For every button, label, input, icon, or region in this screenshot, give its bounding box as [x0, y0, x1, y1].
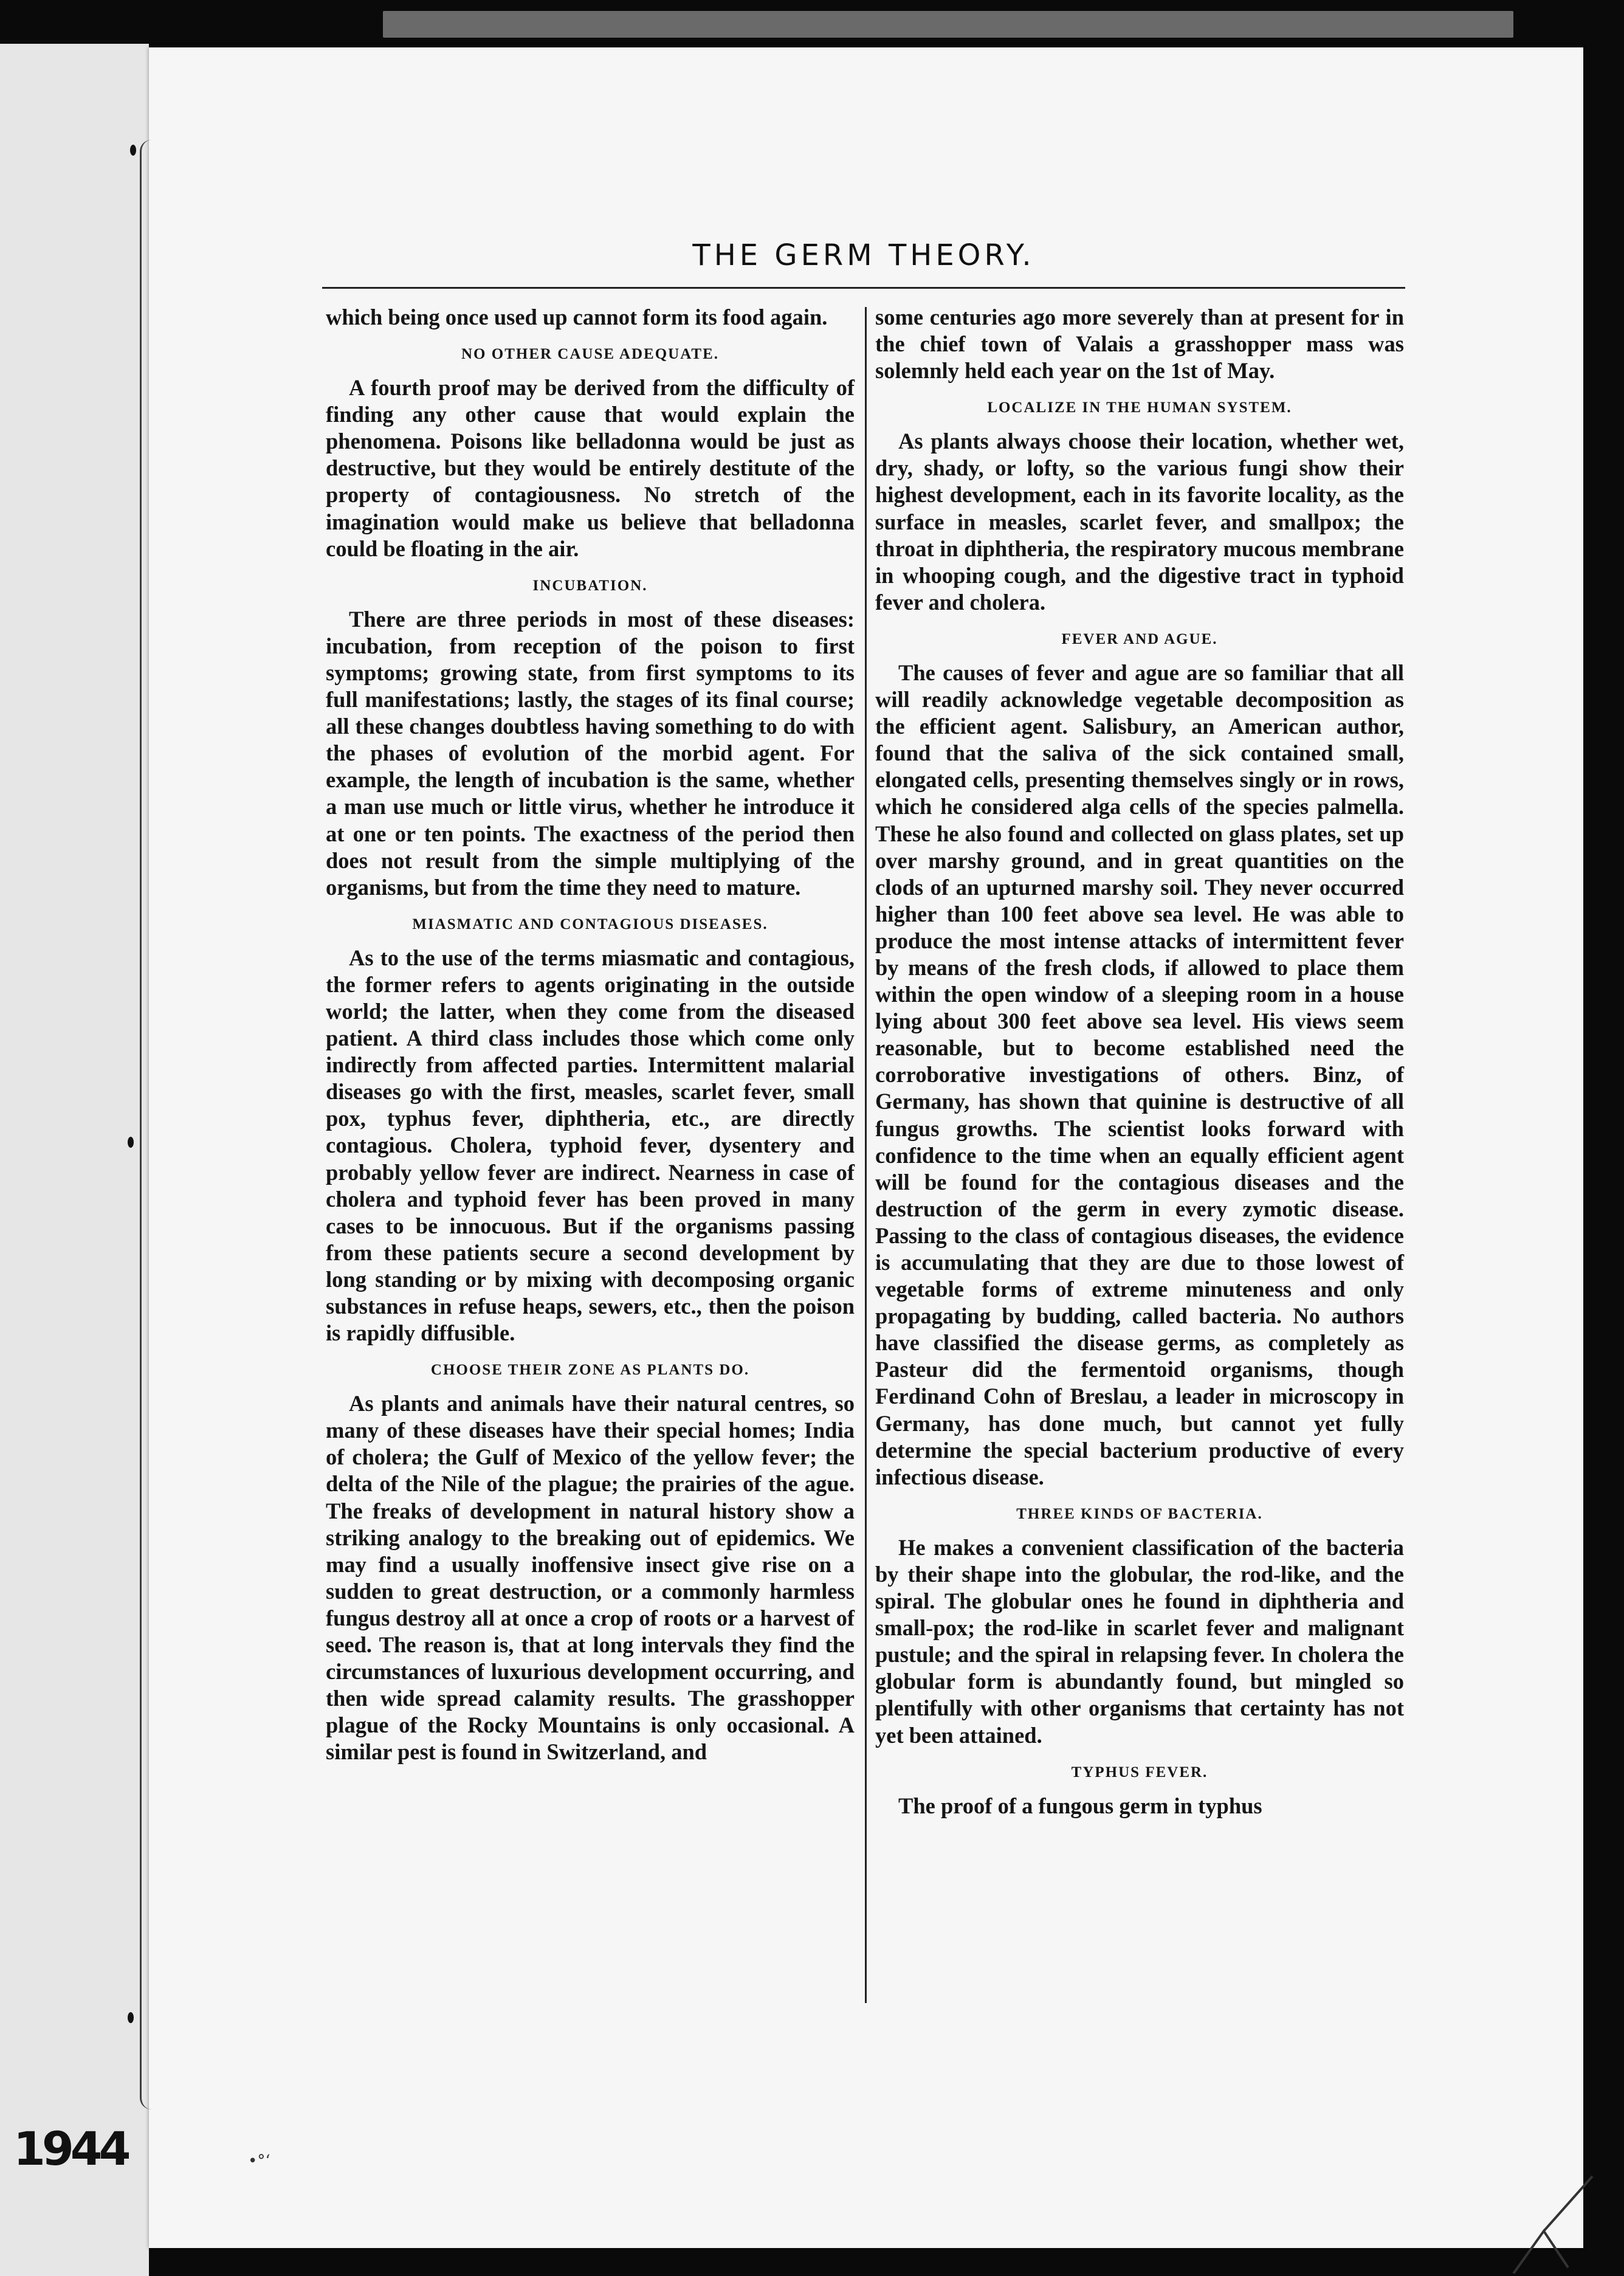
binding-thread [140, 140, 151, 2109]
paragraph: He makes a convenient classification of the bacteria by their shape into the globular, the rod-like, and the spiral. The globular ones he found in diphtheria and small-pox; the rod-like in scarlet fever and malignant pustule; and the spiral in relapsing fever. In cholera the globular form is abundantly found, but mingled so plentifully with other organisms that certainty has not yet been attained. [875, 1534, 1404, 1748]
header-rule [322, 287, 1405, 289]
binding-dot-top [130, 145, 136, 156]
left-column [326, 304, 855, 1766]
binding-dot-middle [128, 1137, 134, 1148]
paragraph: As to the use of the terms miasmatic and contagious, the former refers to agents originating in the outside world; the latter, when they come from the diseased patient. A third class includes those which come only indirectly from affected parties. Intermittent malarial diseases go with the first, measles, scarlet fever, small pox, typhus fever, diphtheria, etc., are directly contagious. Cholera, typhoid fever, dysentery and probably yellow fever are indirect. Nearness in case of cholera and typhoid fever has been proved in many cases to be innocuous. But if the organisms passing from these patients secure a second development by long standing or by mixing with decomposing organic substances in refuse heaps, sewers, etc., then the poison is rapidly diffusible. [326, 945, 855, 1346]
stray-ink-mark: •°ʻ [248, 2152, 270, 2170]
column-divider [865, 307, 867, 2003]
section-heading: THREE KINDS OF BACTERIA. [1016, 1505, 1263, 1522]
section-heading: INCUBATION. [532, 577, 648, 594]
paragraph: As plants and animals have their natural centres, so many of these diseases have their special homes; India of cholera; the Gulf of Mexico of the yellow fever; the delta of the Nile of the plague; the prairies of the ague. The freaks of development in natural history show a striking analogy to the breaking out of epidemics. We may find a usually inoffensive insect give rise on a sudden to great destruction, or a commonly harmless fungus destroy all at once a crop of roots or a harvest of seed. The reason is, that at long intervals they find the circumstances of luxurious development occurring, and then wide spread calamity results. The grasshopper plague of the Rocky Mountains is only occasional. A similar pest is found in Switzerland, and [326, 1391, 855, 1765]
binding-dot-bottom [128, 2012, 134, 2023]
paragraph: The proof of a fungous germ in typhus [898, 1793, 1262, 1818]
paragraph: As plants always choose their location, whether wet, dry, shady, or lofty, so the various fungi show their highest development, each in its favorite locality, as the surface in measles, scarlet fever, and smallpox; the throat in diphtheria, the respiratory mucous membrane in whooping cough, and the digestive tract in typhoid fever and cholera. [875, 429, 1404, 615]
pencil-corner-mark [1501, 2152, 1598, 2274]
facing-page-edge [0, 44, 149, 2276]
section-heading: FEVER AND AGUE. [1061, 630, 1218, 647]
scanner-top-strip [383, 11, 1513, 38]
handwritten-page-number: 1944 [13, 2122, 128, 2176]
section-heading: NO OTHER CAUSE ADEQUATE. [461, 346, 719, 363]
paragraph: which being once used up cannot form its food again. [326, 305, 828, 329]
section-heading: MIASMATIC AND CONTAGIOUS DISEASES. [412, 916, 768, 933]
right-column [875, 304, 1404, 1819]
section-heading: LOCALIZE IN THE HUMAN SYSTEM. [987, 399, 1292, 416]
paragraph: A fourth proof may be derived from the difficulty of finding any other cause that would explain the phenomena. Poisons like belladonna would be just as destructive, but they would be entirely destitute of the property of contagiousness. No stretch of the imagination would make us believe that belladonna could be floating in the air. [326, 375, 855, 561]
running-head: THE GERM THEORY. [692, 238, 1035, 272]
paragraph: some centuries ago more severely than at present for in the chief town of Valais a grasshopper mass was solemnly held each year on the 1st of May. [875, 305, 1404, 384]
section-heading: CHOOSE THEIR ZONE AS PLANTS DO. [430, 1362, 750, 1379]
paragraph: The causes of fever and ague are so familiar that all will readily acknowledge vegetable decomposition as the efficient agent. Salisbury, an American author, found that the saliva of the sick contained small, elongated cells, presenting themselves singly or in rows, which he considered alga cells of the species palmella. These he also found and collected on glass plates, set up over marshy ground, and in great quantities on the clods of an upturned marshy soil. They never occurred higher than 100 feet above sea level. He was able to produce the most intense attacks of intermittent fever by means of the fresh clods, if allowed to place them within the open window of a sleeping room in a house lying about 300 feet above sea level. His views seem reasonable, but to become established need the corroborative investigations of others. Binz, of Germany, has shown that quinine is destructive of all fungus growths. The scientist looks forward with confidence to the time when an equally efficient agent will be found for the contagious diseases and the destruction of the germ in every zymotic disease. Passing to the class of contagious diseases, the evidence is accumulating that they are due to those lowest of vegetable forms of extreme minuteness and only propagating by budding, called bacteria. No authors have classified the disease germs, as completely as Pasteur did the fermentoid organisms, though Ferdinand Cohn of Breslau, a leader in microscopy in Germany, has done much, but cannot yet fully determine the special bacterium productive of every infectious disease. [875, 660, 1404, 1489]
section-heading: TYPHUS FEVER. [1071, 1764, 1208, 1781]
paragraph: There are three periods in most of these diseases: incubation, from reception of the poison to first symptoms; growing state, from first symptoms to its full manifestations; lastly, the stages of its final course; all these changes doubtless having something to do with the phases of evolution of the morbid agent. For example, the length of incubation is the same, whether a man use much or little virus, whether he introduce it at one or ten points. The exactness of the period then does not result from the simple multiplying of the organisms, but from the time they need to mature. [326, 606, 855, 900]
